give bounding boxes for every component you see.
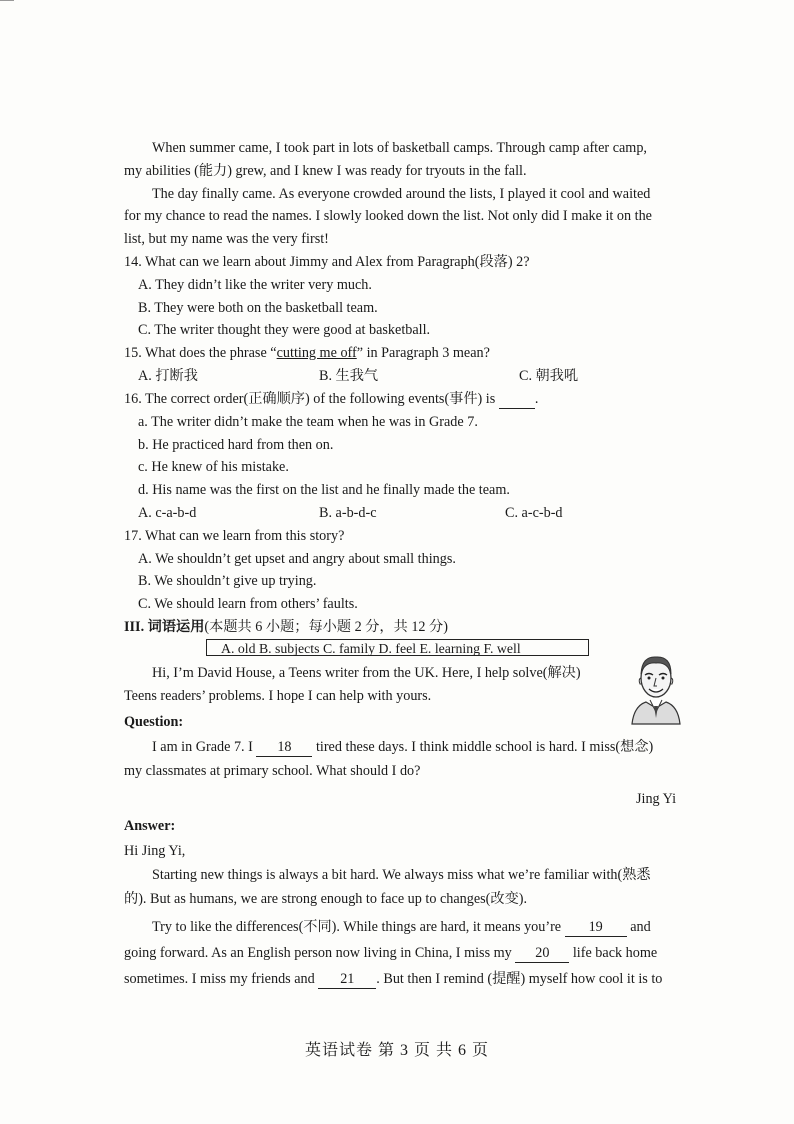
q16-event-c: c. He knew of his mistake. <box>138 459 289 475</box>
question-14-stem: 14. What can we learn about Jimmy and Alex from Paragraph(段落) 2? <box>124 254 530 270</box>
page-footer: 英语试卷 第 3 页 共 6 页 <box>304 1042 489 1059</box>
q16-option-c: C. a-c-b-d <box>505 505 563 521</box>
q17-option-c: C. We should learn from others’ faults. <box>138 596 358 612</box>
question-label: Question: <box>124 714 184 730</box>
q16-event-d: d. His name was the first on the list and he finally made the team. <box>138 482 510 498</box>
q14-option-a: A. They didn’t like the writer very much. <box>138 277 372 293</box>
signature: Jing Yi <box>636 791 677 807</box>
q15-stem-pre: 15. What does the phrase “ <box>124 345 277 361</box>
section-3-heading <box>124 618 448 636</box>
answer-line: 的). But as humans, we are strong enough to face up to changes(改变). <box>124 891 528 907</box>
blank-21[interactable]: 21 <box>318 970 376 989</box>
q17-option-b: B. We shouldn’t give up trying. <box>138 573 317 589</box>
q16-stem-end: . <box>534 391 539 407</box>
question-15-stem <box>124 344 490 362</box>
q17-option-a: A. We shouldn’t get upset and angry about small things. <box>138 551 456 567</box>
q14-option-c: C. The writer thought they were good at basketball. <box>138 322 431 338</box>
question-16-stem <box>124 390 538 409</box>
q18-pre: I am in Grade 7. I <box>152 739 253 755</box>
blank-19[interactable]: 19 <box>565 918 627 937</box>
blank-18[interactable]: 18 <box>256 738 312 757</box>
passage-line: list, but my name was the very first! <box>124 231 329 247</box>
passage-line: The day finally came. As everyone crowded around the lists, I played it cool and waited <box>152 186 651 202</box>
q15-phrase: cutting me off <box>276 345 357 361</box>
answer-line: Starting new things is always a bit hard. We always miss what we’re familiar with(熟悉 <box>152 867 651 883</box>
q21-pre: sometimes. I miss my friends and <box>124 971 315 987</box>
q16-event-b: b. He practiced hard from then on. <box>138 437 334 453</box>
blank-20[interactable]: 20 <box>515 944 569 963</box>
answer-label: Answer: <box>124 818 176 834</box>
q20-post: life back home <box>572 945 658 961</box>
q15-option-a: A. 打断我 <box>138 368 198 384</box>
article-intro-line: Teens readers’ problems. I hope I can help with yours. <box>124 688 432 704</box>
q16-option-a: A. c-a-b-d <box>138 505 197 521</box>
q19-post: and <box>630 919 651 935</box>
scan-corner-mark <box>0 0 14 7</box>
q15-stem-post: ” in Paragraph 3 mean? <box>356 345 490 361</box>
q21-post: . But then I remind (提醒) myself how cool it is to <box>376 971 663 987</box>
passage-line: for my chance to read the names. I slowly looked down the list. Not only did I make it on the <box>124 208 652 224</box>
answer-line <box>124 970 662 989</box>
q16-answer-blank[interactable] <box>499 390 535 409</box>
passage-line: When summer came, I took part in lots of basketball camps. Through camp after camp, <box>152 140 647 156</box>
section-3-note: (本题共 6 小题；每小题 2 分，共 12 分) <box>204 619 448 635</box>
question-17-stem: 17. What can we learn from this story? <box>124 528 345 544</box>
q14-option-b: B. They were both on the basketball team. <box>138 300 378 316</box>
passage-line: my abilities (能力) grew, and I knew I was ready for tryouts in the fall. <box>124 163 527 179</box>
answer-line <box>152 918 651 937</box>
q16-stem-text: 16. The correct order(正确顺序) of the following events(事件) is <box>124 391 496 407</box>
answer-line <box>124 944 657 963</box>
question-line <box>152 738 653 757</box>
q15-option-c: C. 朝我吼 <box>519 368 579 384</box>
question-line: my classmates at primary school. What should I do? <box>124 763 421 779</box>
greeting: Hi Jing Yi, <box>124 843 186 859</box>
q16-event-a: a. The writer didn’t make the team when he was in Grade 7. <box>138 414 478 430</box>
article-intro-line: Hi, I’m David House, a Teens writer from the UK. Here, I help solve(解决) <box>152 665 581 681</box>
columnist-portrait-illustration <box>628 648 684 726</box>
q19-pre: Try to like the differences(不同). While things are hard, it means you’re <box>152 919 562 935</box>
word-bank-box: A. old B. subjects C. family D. feel E. learning F. well <box>206 639 589 656</box>
q20-pre: going forward. As an English person now living in China, I miss my <box>124 945 512 961</box>
q16-option-b: B. a-b-d-c <box>319 505 377 521</box>
section-3-title: III. 词语运用 <box>124 619 205 635</box>
q18-post: tired these days. I think middle school is hard. I miss(想念) <box>315 739 654 755</box>
q15-option-b: B. 生我气 <box>319 368 379 384</box>
